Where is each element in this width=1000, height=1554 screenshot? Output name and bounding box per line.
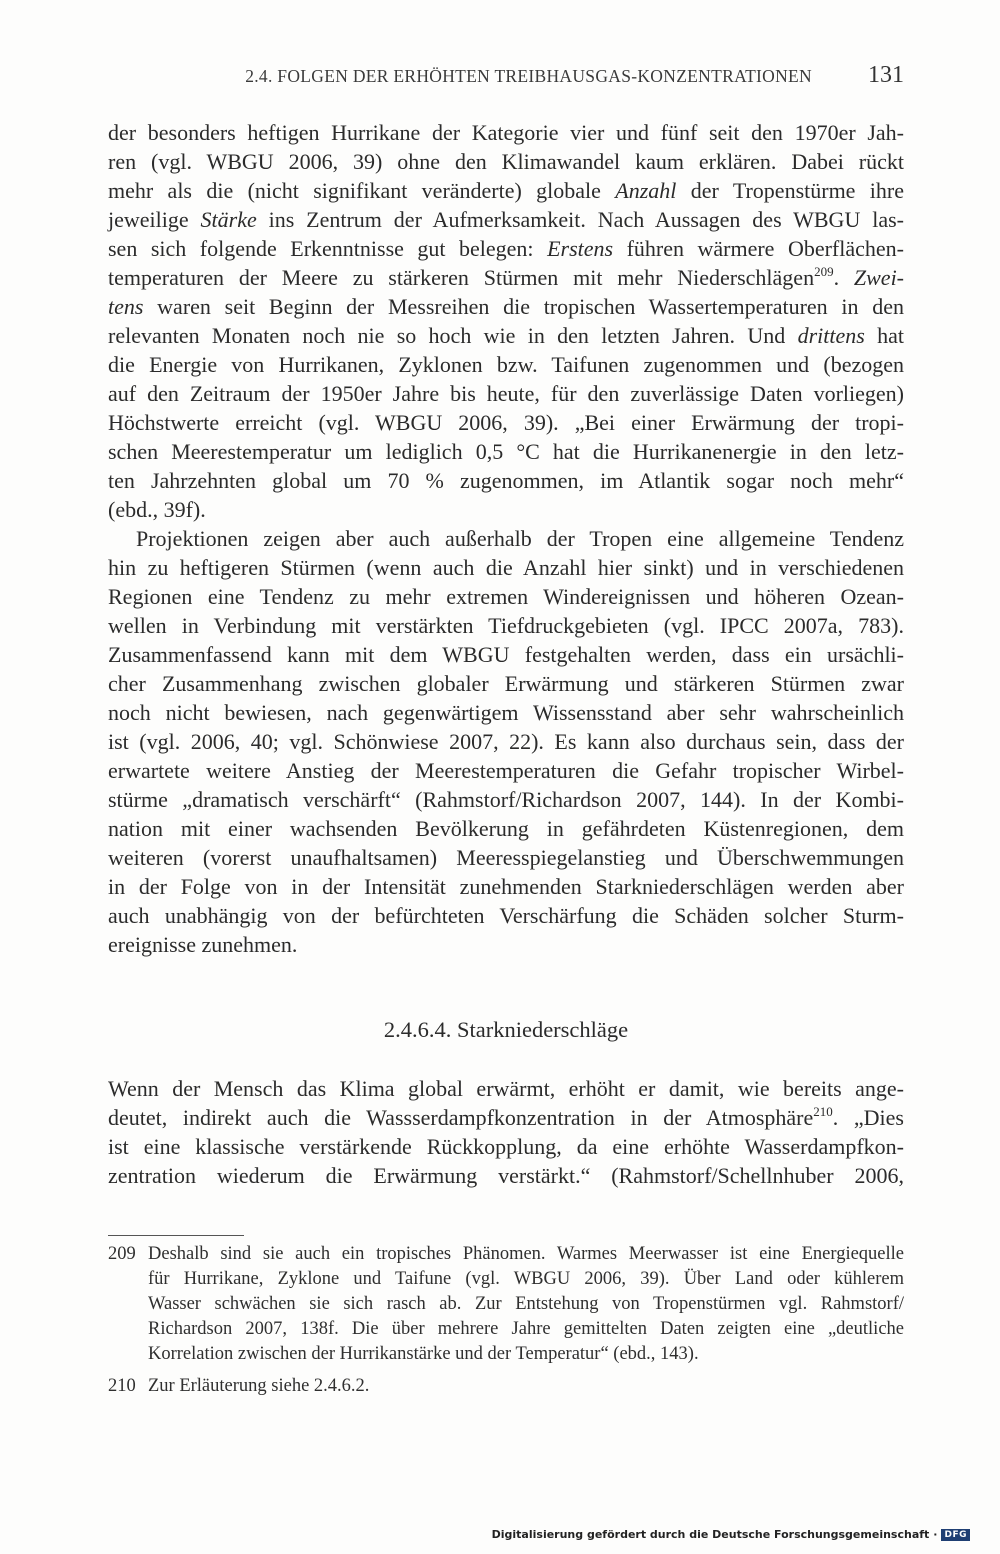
text-line: Projektionen zeigen aber auch außerhalb der Tropen eine allgemeine Tendenz — [136, 526, 904, 551]
text-line: wellen in Verbindung mit verstärkten Tiefdruckgebieten (vgl. IPCC 2007a, 783). — [108, 613, 904, 638]
text-line: in der Folge von in der Intensität zunehmenden Starkniederschlägen werden aber — [108, 874, 904, 899]
text-line: erwartete weitere Anstieg der Meerestemperaturen die Gefahr tropischer Wirbel- — [108, 758, 904, 783]
page-number: 131 — [868, 62, 904, 88]
dfg-logo-icon: DFG — [941, 1529, 970, 1541]
text-line: cher Zusammenhang zwischen globaler Erwärmung und stärkeren Stürmen zwar — [108, 671, 904, 696]
text-line: sen sich folgende Erkenntnisse gut belegen: Erstens führen wärmere Oberflächen- — [108, 236, 904, 261]
text-line: jeweilige Stärke ins Zentrum der Aufmerksamkeit. Nach Aussagen des WBGU las- — [108, 207, 904, 232]
text-line: noch nicht bewiesen, nach gegenwärtigem Wissensstand aber sehr wahrscheinlich — [108, 700, 904, 725]
text-line: stürme „dramatisch verschärft“ (Rahmstorf/Richardson 2007, 144). In der Kombi- — [108, 787, 904, 812]
text-line: ist eine klassische verstärkende Rückkopplung, da eine erhöhte Wasserdampfkon- — [108, 1134, 904, 1159]
emphasis: Zwei- — [853, 265, 905, 290]
text-line: (ebd., 39f). — [108, 497, 206, 522]
footnote-line: Deshalb sind sie auch ein tropisches Phänomen. Warmes Meerwasser ist eine Energiequelle — [148, 1244, 904, 1264]
footnote-body — [148, 1242, 904, 1367]
text-line: Wenn der Mensch das Klima global erwärmt, erhöht er damit, wie bereits ange- — [108, 1076, 904, 1101]
emphasis: Stärke — [200, 207, 257, 232]
footnote-ref-210[interactable]: 210 — [813, 1104, 833, 1119]
text-line: Höchstwerte erreicht (vgl. WBGU 2006, 39). „Bei einer Erwärmung der tropi- — [108, 410, 904, 435]
footnote-210 — [108, 1374, 904, 1399]
text-line: hin zu heftigeren Stürmen (wenn auch die Anzahl hier sinkt) und in verschiedenen — [108, 555, 904, 580]
text-line: nation mit einer wachsenden Bevölkerung in gefährdeten Küstenregionen, dem — [108, 816, 904, 841]
text-line: ten Jahrzehnten global um 70 % zugenommen, im Atlantik sogar noch mehr“ — [108, 468, 904, 493]
text-line: ren (vgl. WBGU 2006, 39) ohne den Klimawandel kaum erklären. Dabei rückt — [108, 149, 904, 174]
paragraph-3 — [108, 1074, 904, 1190]
footnote-line: Wasser schwächen sie sich rasch ab. Zur Entstehung von Tropenstürmen vgl. Rahmstorf/ — [148, 1294, 904, 1314]
footnote-number: 209 — [108, 1244, 136, 1264]
emphasis: Anzahl — [615, 178, 677, 203]
running-head — [108, 62, 904, 92]
footnote-209 — [108, 1242, 904, 1367]
text-line: Zusammenfassend kann mit dem WBGU festgehalten werden, dass ein ursächli- — [108, 642, 904, 667]
paragraph-1 — [108, 118, 904, 524]
text-line: auf den Zeitraum der 1950er Jahre bis heute, für den zuverlässige Daten vorliegen) — [108, 381, 904, 406]
text-line: tens waren seit Beginn der Messreihen die tropischen Wassertemperaturen in den — [108, 294, 904, 319]
emphasis: drittens — [797, 323, 865, 348]
running-title: 2.4. FOLGEN DER ERHÖHTEN TREIBHAUSGAS-KONZENTRATIONEN — [245, 66, 812, 86]
text-line: weiteren (vorerst unaufhaltsamen) Meeresspiegelanstieg und Überschwemmungen — [108, 845, 904, 870]
text-line: ereignisse zunehmen. — [108, 932, 298, 957]
text-line: schen Meerestemperatur um lediglich 0,5 °C hat die Hurrikanenergie in den letz- — [108, 439, 904, 464]
footnote-ref-209[interactable]: 209 — [814, 264, 834, 279]
text-line: auch unabhängig von der befürchteten Verschärfung die Schäden solcher Sturm- — [108, 903, 904, 928]
text-line: die Energie von Hurrikanen, Zyklonen bzw. Taifunen zugenommen und (bezogen — [108, 352, 904, 377]
text-line: temperaturen der Meere zu stärkeren Stürmen mit mehr Niederschlägen$^{209}$. Zwei- — [108, 264, 905, 290]
section-heading: 2.4.6.4. Starkniederschläge — [383, 1017, 629, 1042]
text-line: mehr als die (nicht signifikant veränderte) globale Anzahl der Tropenstürme ihre — [108, 178, 905, 203]
footnote-line: Zur Erläuterung siehe 2.4.6.2. — [148, 1376, 370, 1396]
text-line: relevanten Monaten noch nie so hoch wie in den letzten Jahren. Und drittens hat — [108, 323, 904, 348]
emphasis: tens — [108, 294, 144, 319]
footnote-line: Korrelation zwischen der Hurrikanstärke und der Temperatur“ (ebd., 143). — [148, 1344, 699, 1364]
text-line: deutet, indirekt auch die Wassserdampfkonzentration in der Atmosphäre$^{210}$. „Dies — [108, 1104, 904, 1130]
credit-text: Digitalisierung gefördert durch die Deutsche Forschungsgemeinschaft — [491, 1528, 930, 1541]
text-line: ist (vgl. 2006, 40; vgl. Schönwiese 2007, 22). Es kann also durchaus sein, dass der — [108, 729, 904, 754]
text-line: der besonders heftigen Hurrikane der Kategorie vier und fünf seit den 1970er Jah- — [108, 120, 904, 145]
footnote-divider — [108, 1235, 244, 1236]
footnote-line: für Hurrikane, Zyklone und Taifune (vgl. WBGU 2006, 39). Über Land oder kühlerem — [148, 1269, 904, 1289]
digitization-credit: Digitalisierung gefördert durch die Deutsche Forschungsgemeinschaft · DFG — [492, 1528, 970, 1541]
text-line: zentration wiederum die Erwärmung verstärkt.“ (Rahmstorf/Schellnhuber 2006, — [108, 1163, 904, 1188]
footnote-number: 210 — [108, 1376, 136, 1396]
footnote-line: Richardson 2007, 138f. Die über mehrere Jahre gemittelten Daten zeigten eine „deutliche — [148, 1319, 904, 1339]
text-line: Regionen eine Tendenz zu mehr extremen Windereignissen und höheren Ozean- — [108, 584, 904, 609]
emphasis: Erstens — [547, 236, 614, 261]
footnote-body — [148, 1374, 904, 1399]
paragraph-2 — [108, 524, 904, 959]
